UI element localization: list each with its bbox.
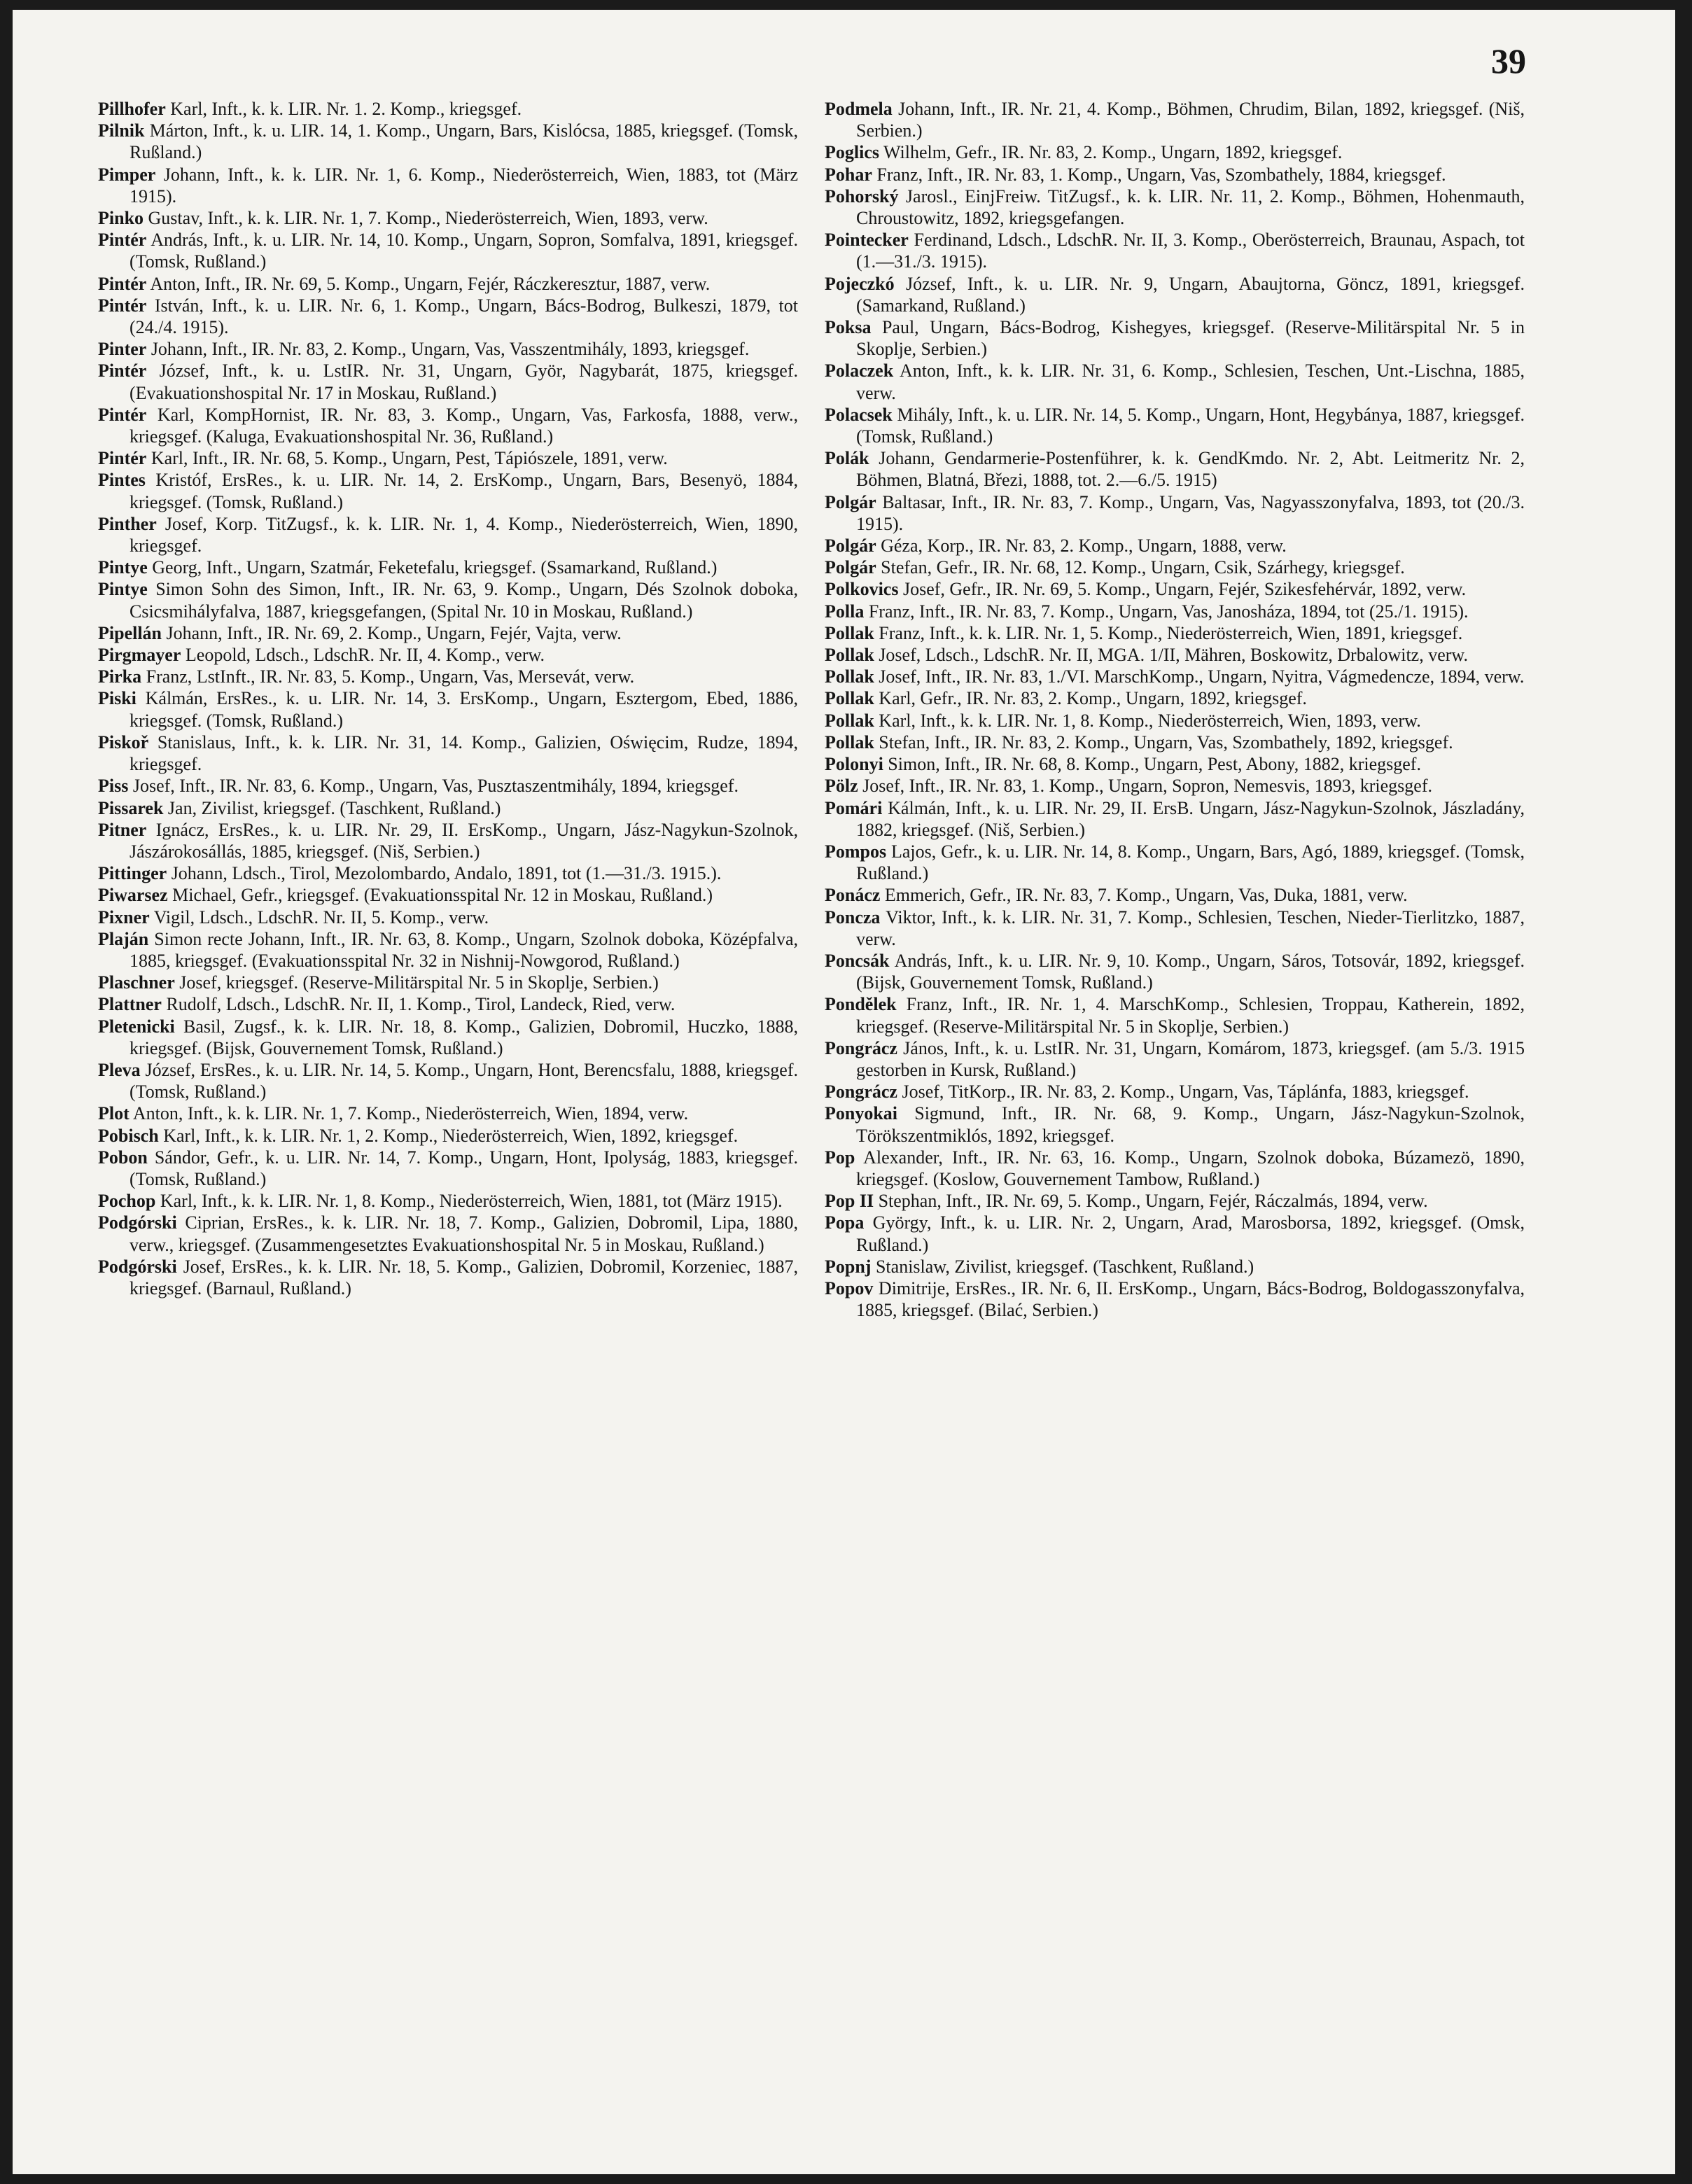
entry-details: Franz, Inft., IR. Nr. 1, 4. MarschKomp., Schlesien, Troppau, Katherein, 1892, kriegsgef. (Reserve-Militärspital Nr. 5 in Skoplje, Serbien.) <box>856 994 1525 1037</box>
entry-details: János, Inft., k. u. LstIR. Nr. 31, Ungarn, Komárom, 1873, kriegsgef. (am 5./3. 1915 gestorben in Kursk, Rußland.) <box>856 1037 1525 1080</box>
list-entry <box>98 1102 798 1124</box>
entry-details: Basil, Zugsf., k. k. LIR. Nr. 18, 8. Komp., Galizien, Dobromil, Huczko, 1888, kriegsgef. (Bijsk, Gouvernement Tomsk, Rußland.) <box>130 1016 798 1058</box>
entry-surname: Poncsák <box>825 950 890 971</box>
list-entry <box>825 164 1525 186</box>
list-entry <box>825 1212 1525 1255</box>
entry-surname: Piski <box>98 688 137 709</box>
list-entry <box>98 1059 798 1102</box>
list-entry <box>825 1190 1525 1212</box>
entry-details: Karl, Inft., k. k. LIR. Nr. 1. 2. Komp., kriegsgef. <box>170 99 522 119</box>
list-entry <box>825 797 1525 841</box>
entry-surname: Pintér <box>98 273 147 294</box>
entry-details: Josef, Inft., IR. Nr. 83, 6. Komp., Ungarn, Vas, Pusztaszentmihály, 1894, kriegsgef. <box>132 776 739 797</box>
entry-surname: Poksa <box>825 317 872 338</box>
list-entry <box>98 906 798 928</box>
entry-details: Anton, Inft., k. k. LIR. Nr. 31, 6. Komp., Schlesien, Teschen, Unt.-Lischna, 1885, verw. <box>856 360 1525 403</box>
list-entry <box>98 98 798 120</box>
entry-surname: Pipellán <box>98 622 162 643</box>
list-entry <box>98 644 798 666</box>
entry-surname: Pilnik <box>98 120 145 141</box>
entry-details: Karl, KompHornist, IR. Nr. 83, 3. Komp., Ungarn, Vas, Farkosfa, 1888, verw., kriegsgef. (Kaluga, Evakuationshospital Nr. 36, Rußland.) <box>130 404 798 447</box>
list-entry <box>98 229 798 272</box>
entry-details: Sándor, Gefr., k. u. LIR. Nr. 14, 7. Komp., Ungarn, Hont, Ipolyság, 1883, kriegsgef. (Tomsk, Rußland.) <box>130 1147 799 1189</box>
entry-surname: Polgár <box>825 536 876 556</box>
entry-details: Kristóf, ErsRes., k. u. LIR. Nr. 14, 2. ErsKomp., Ungarn, Bars, Besenyö, 1884, kriegsgef. (Tomsk, Rußland.) <box>130 470 799 512</box>
entry-surname: Pohar <box>825 164 872 185</box>
entry-surname: Pobisch <box>98 1125 159 1146</box>
entry-surname: Pintye <box>98 557 148 578</box>
entry-surname: Pillhofer <box>98 99 166 119</box>
entry-details: András, Inft., k. u. LIR. Nr. 14, 10. Komp., Ungarn, Sopron, Somfalva, 1891, kriegsgef. (Tomsk, Rußland.) <box>130 230 798 272</box>
entry-details: Johann, Inft., k. k. LIR. Nr. 1, 6. Komp., Niederösterreich, Wien, 1883, tot (März 1915). <box>130 164 799 206</box>
entry-details: Kálmán, Inft., k. u. LIR. Nr. 29, II. ErsB. Ungarn, Jász-Nagykun-Szolnok, Jászladány, 1882, kriegsgef. (Niš, Serbien.) <box>856 797 1525 840</box>
entry-surname: Pixner <box>98 906 150 927</box>
list-entry <box>825 710 1525 732</box>
entry-details: Johann, Inft., IR. Nr. 83, 2. Komp., Ungarn, Vas, Vasszentmihály, 1893, kriegsgef. <box>151 339 750 360</box>
entry-surname: Podmela <box>825 99 893 119</box>
list-entry <box>98 556 798 578</box>
list-entry <box>825 1037 1525 1081</box>
list-entry <box>825 622 1525 644</box>
entry-details: Emmerich, Gefr., IR. Nr. 83, 7. Komp., Ungarn, Vas, Duka, 1881, verw. <box>884 885 1408 906</box>
list-entry <box>98 1125 798 1147</box>
entry-details: Karl, Inft., k. k. LIR. Nr. 1, 2. Komp., Niederösterreich, Wien, 1892, kriegsgef. <box>163 1125 739 1146</box>
entry-details: Franz, Inft., k. k. LIR. Nr. 1, 5. Komp., Niederösterreich, Wien, 1891, kriegsgef. <box>879 622 1463 643</box>
list-entry <box>98 447 798 469</box>
entry-details: Kálmán, ErsRes., k. u. LIR. Nr. 14, 3. ErsKomp., Ungarn, Esztergom, Ebed, 1886, kriegsgef. (Tomsk, Rußland.) <box>130 688 799 731</box>
entry-surname: Pochop <box>98 1191 156 1212</box>
entry-details: Ignácz, ErsRes., k. u. LIR. Nr. 29, II. ErsKomp., Ungarn, Jász-Nagykun-Szolnok, Jászárokosállás, 1885, kriegsgef. (Niš, Serbien.) <box>130 819 798 862</box>
entry-surname: Pollak <box>825 666 874 687</box>
entry-surname: Pollak <box>825 710 874 731</box>
list-entry <box>825 447 1525 491</box>
book-page <box>13 10 1675 2174</box>
entry-details: Anton, Inft., IR. Nr. 69, 5. Komp., Ungarn, Fejér, Ráczkeresztur, 1887, verw. <box>150 273 711 294</box>
entry-details: Sigmund, Inft., IR. Nr. 68, 9. Komp., Ungarn, Jász-Nagykun-Szolnok, Törökszentmiklós, 1892, kriegsgef. <box>856 1103 1525 1146</box>
list-entry <box>825 556 1525 578</box>
entry-surname: Pompos <box>825 841 887 862</box>
list-entry <box>98 513 798 556</box>
list-entry <box>825 316 1525 360</box>
page-number: 39 <box>1491 41 1526 80</box>
entry-surname: Polák <box>825 448 869 469</box>
entry-surname: Pleva <box>98 1059 141 1080</box>
entry-details: Franz, Inft., IR. Nr. 83, 1. Komp., Ungarn, Vas, Szombathely, 1884, kriegsgef. <box>876 164 1446 185</box>
list-entry <box>98 120 798 163</box>
list-entry <box>825 578 1525 600</box>
entry-surname: Poglics <box>825 142 879 163</box>
entry-details: Johann, Inft., IR. Nr. 69, 2. Komp., Ungarn, Fejér, Vajta, verw. <box>166 622 622 643</box>
entry-details: Wilhelm, Gefr., IR. Nr. 83, 2. Komp., Ungarn, 1892, kriegsgef. <box>883 142 1343 163</box>
entry-surname: Plaschner <box>98 972 175 993</box>
list-entry <box>98 578 798 622</box>
entry-details: Franz, Inft., IR. Nr. 83, 7. Komp., Ungarn, Vas, Janosháza, 1894, tot (25./1. 1915). <box>868 601 1469 622</box>
entry-surname: Pitner <box>98 819 147 840</box>
left-column <box>98 98 798 1299</box>
entry-details: Ciprian, ErsRes., k. k. LIR. Nr. 18, 7. Komp., Galizien, Dobromil, Lipa, 1880, verw., kriegsgef. (Zusammengesetztes Evakuationshospital Nr. 5 in Moskau, Rußland.) <box>130 1212 798 1255</box>
entry-surname: Pohorský <box>825 186 899 206</box>
list-entry <box>825 884 1525 906</box>
entry-surname: Pollak <box>825 732 874 752</box>
list-entry <box>825 753 1525 775</box>
entry-surname: Pletenicki <box>98 1016 175 1037</box>
entry-surname: Ponyokai <box>825 1103 898 1124</box>
list-entry <box>825 1278 1525 1321</box>
entry-surname: Podgórski <box>98 1212 177 1233</box>
list-entry <box>825 601 1525 622</box>
entry-details: Karl, Inft., k. k. LIR. Nr. 1, 8. Komp., Niederösterreich, Wien, 1893, verw. <box>879 710 1421 731</box>
entry-details: Josef, Korp. TitZugsf., k. k. LIR. Nr. 1, 4. Komp., Niederösterreich, Wien, 1890, kriegsgef. <box>130 513 799 556</box>
list-entry <box>98 273 798 295</box>
entry-surname: Popnj <box>825 1256 872 1277</box>
entry-details: Paul, Ungarn, Bács-Bodrog, Kishegyes, kriegsgef. (Reserve-Militärspital Nr. 5 in Skoplje, Serbien.) <box>856 317 1525 360</box>
entry-details: Josef, Inft., IR. Nr. 83, 1./VI. MarschKomp., Ungarn, Nyitra, Vágmedencze, 1894, verw. <box>879 666 1525 687</box>
list-entry <box>98 775 798 797</box>
list-entry <box>825 993 1525 1037</box>
list-entry <box>98 972 798 993</box>
entry-surname: Pölz <box>825 776 858 797</box>
entry-details: Anton, Inft., k. k. LIR. Nr. 1, 7. Komp., Niederösterreich, Wien, 1894, verw. <box>132 1103 689 1124</box>
entry-surname: Pimper <box>98 164 156 185</box>
entry-surname: Pittinger <box>98 863 167 884</box>
entry-details: Stefan, Inft., IR. Nr. 83, 2. Komp., Ungarn, Vas, Szombathely, 1892, kriegsgef. <box>879 732 1453 752</box>
list-entry <box>98 1256 798 1299</box>
list-entry <box>825 404 1525 447</box>
list-entry <box>98 622 798 644</box>
entry-surname: Poncza <box>825 906 881 927</box>
list-entry <box>825 732 1525 753</box>
entry-surname: Piskoř <box>98 732 149 752</box>
entry-surname: Plaján <box>98 928 149 949</box>
entry-details: Stanislaw, Zivilist, kriegsgef. (Taschkent, Rußland.) <box>875 1256 1254 1277</box>
entry-surname: Pobon <box>98 1147 148 1168</box>
entry-surname: Pondělek <box>825 994 897 1015</box>
entry-surname: Pirka <box>98 666 142 687</box>
entry-details: Baltasar, Inft., IR. Nr. 83, 7. Komp., Ungarn, Vas, Nagyasszonyfalva, 1893, tot (20./3. 1915). <box>856 491 1525 534</box>
entry-details: Josef, ErsRes., k. k. LIR. Nr. 18, 5. Komp., Galizien, Dobromil, Korzeniec, 1887, kriegsgef. (Barnaul, Rußland.) <box>130 1256 799 1298</box>
entry-surname: Plot <box>98 1103 130 1124</box>
entry-details: Gustav, Inft., k. k. LIR. Nr. 1, 7. Komp., Niederösterreich, Wien, 1893, verw. <box>148 208 708 229</box>
list-entry <box>825 1102 1525 1146</box>
entry-details: Mihály, Inft., k. u. LIR. Nr. 14, 5. Komp., Ungarn, Hont, Hegybánya, 1887, kriegsgef. (Tomsk, Rußland.) <box>856 404 1525 447</box>
entry-details: Jan, Zivilist, kriegsgef. (Taschkent, Rußland.) <box>167 797 501 818</box>
entry-details: Dimitrije, ErsRes., IR. Nr. 6, II. ErsKomp., Ungarn, Bács-Bodrog, Boldogasszonyfalva, 1885, kriegsgef. (Bilać, Serbien.) <box>856 1278 1525 1321</box>
list-entry <box>98 687 798 731</box>
entry-surname: Pirgmayer <box>98 645 181 666</box>
list-entry <box>825 98 1525 141</box>
list-entry <box>98 360 798 403</box>
entry-details: Márton, Inft., k. u. LIR. 14, 1. Komp., Ungarn, Bars, Kislócsa, 1885, kriegsgef. (Tomsk, Rußland.) <box>130 120 798 163</box>
list-entry <box>98 819 798 862</box>
entry-surname: Piwarsez <box>98 885 168 906</box>
list-entry <box>98 797 798 819</box>
entry-details: Karl, Inft., IR. Nr. 68, 5. Komp., Ungarn, Pest, Tápiószele, 1891, verw. <box>151 448 668 469</box>
entry-surname: Ponácz <box>825 885 881 906</box>
list-entry <box>825 186 1525 229</box>
entry-details: Franz, LstInft., IR. Nr. 83, 5. Komp., Ungarn, Vas, Mersevát, verw. <box>146 666 635 687</box>
list-entry <box>825 906 1525 950</box>
entry-surname: Pongrácz <box>825 1037 897 1058</box>
list-entry <box>825 141 1525 163</box>
right-column <box>825 98 1525 1321</box>
entry-details: Johann, Ldsch., Tirol, Mezolombardo, Andalo, 1891, tot (1.—31./3. 1915.). <box>171 863 722 884</box>
entry-details: Stephan, Inft., IR. Nr. 69, 5. Komp., Ungarn, Fejér, Ráczalmás, 1894, verw. <box>878 1191 1428 1212</box>
entry-surname: Polkovics <box>825 579 899 600</box>
entry-details: Michael, Gefr., kriegsgef. (Evakuationsspital Nr. 12 in Moskau, Rußland.) <box>172 885 713 906</box>
list-entry <box>825 775 1525 797</box>
list-entry <box>98 1016 798 1059</box>
entry-details: Josef, Gefr., IR. Nr. 69, 5. Komp., Ungarn, Fejér, Szikesfehérvár, 1892, verw. <box>902 579 1467 600</box>
entry-surname: Pissarek <box>98 797 164 818</box>
list-entry <box>825 491 1525 535</box>
entry-details: Jarosl., EinjFreiw. TitZugsf., k. k. LIR. Nr. 11, 2. Komp., Böhmen, Hohenmauth, Chroustowitz, 1892, kriegsgefangen. <box>856 186 1525 229</box>
entry-surname: Pomári <box>825 797 883 818</box>
entry-details: Leopold, Ldsch., LdschR. Nr. II, 4. Komp., verw. <box>185 645 545 666</box>
entry-details: István, Inft., k. u. LIR. Nr. 6, 1. Komp., Ungarn, Bács-Bodrog, Bulkeszi, 1879, tot (24./4. 1915). <box>130 295 798 338</box>
entry-surname: Polonyi <box>825 754 883 775</box>
entry-surname: Polgár <box>825 491 876 512</box>
entry-surname: Pintye <box>98 579 148 600</box>
entry-surname: Pintér <box>98 295 147 316</box>
entry-details: Johann, Gendarmerie-Postenführer, k. k. GendKmdo. Nr. 2, Abt. Leitmeritz Nr. 2, Böhmen, Blatná, Březi, 1888, tot. 2.—6./5. 1915) <box>856 448 1525 491</box>
entry-details: Josef, TitKorp., IR. Nr. 83, 2. Komp., Ungarn, Vas, Táplánfa, 1883, kriegsgef. <box>902 1082 1469 1102</box>
list-entry <box>98 1212 798 1255</box>
list-entry <box>825 666 1525 687</box>
entry-surname: Pollak <box>825 645 874 666</box>
entry-details: Simon, Inft., IR. Nr. 68, 8. Komp., Ungarn, Pest, Abony, 1882, kriegsgef. <box>888 754 1421 775</box>
entry-surname: Pintér <box>98 230 147 251</box>
entry-details: György, Inft., k. u. LIR. Nr. 2, Ungarn, Arad, Marosborsa, 1892, kriegsgef. (Omsk, Rußland.) <box>856 1212 1525 1255</box>
entry-details: Simon Sohn des Simon, Inft., IR. Nr. 63, 9. Komp., Ungarn, Dés Szolnok doboka, Csicsmihályfalva, 1887, kriegsgefangen, (Spital Nr. 10 in Moskau, Rußland.) <box>130 579 798 622</box>
entry-details: Stanislaus, Inft., k. k. LIR. Nr. 31, 14. Komp., Galizien, Oświęcim, Rudze, 1894, kriegsgef. <box>130 732 799 775</box>
entry-surname: Pojeczkó <box>825 273 895 294</box>
list-entry <box>825 687 1525 709</box>
list-entry <box>98 469 798 512</box>
entry-details: József, Inft., k. u. LIR. Nr. 9, Ungarn, Abaujtorna, Göncz, 1891, kriegsgef. (Samarkand, Rußland.) <box>856 273 1525 316</box>
entry-surname: Pop II <box>825 1191 874 1212</box>
entry-surname: Polacsek <box>825 404 893 425</box>
entry-surname: Pinther <box>98 513 157 534</box>
entry-surname: Popov <box>825 1278 874 1298</box>
entry-surname: Pollak <box>825 688 874 709</box>
entry-surname: Popa <box>825 1212 865 1233</box>
entry-surname: Podgórski <box>98 1256 177 1277</box>
entry-details: Stefan, Gefr., IR. Nr. 68, 12. Komp., Ungarn, Csik, Szárhegy, kriegsgef. <box>881 557 1405 578</box>
list-entry <box>98 1147 798 1190</box>
list-entry <box>98 993 798 1015</box>
entry-surname: Polaczek <box>825 360 894 382</box>
list-entry <box>98 732 798 775</box>
entry-surname: Pintér <box>98 448 147 469</box>
entry-surname: Piss <box>98 776 129 797</box>
entry-details: Ferdinand, Ldsch., LdschR. Nr. II, 3. Komp., Oberösterreich, Braunau, Aspach, tot (1.—31./3. 1915). <box>856 230 1525 272</box>
entry-details: Rudolf, Ldsch., LdschR. Nr. II, 1. Komp., Tirol, Landeck, Ried, verw. <box>166 994 676 1015</box>
entry-surname: Pintér <box>98 404 147 425</box>
entry-details: Vigil, Ldsch., LdschR. Nr. II, 5. Komp., verw. <box>153 906 489 927</box>
entry-surname: Pintér <box>98 360 147 382</box>
list-entry <box>825 841 1525 884</box>
list-entry <box>98 295 798 338</box>
entry-details: Johann, Inft., IR. Nr. 21, 4. Komp., Böhmen, Chrudim, Bilan, 1892, kriegsgef. (Niš, Serbien.) <box>856 99 1525 141</box>
entry-details: József, ErsRes., k. u. LIR. Nr. 14, 5. Komp., Ungarn, Hont, Berencsfalu, 1888, kriegsgef. (Tomsk, Rußland.) <box>130 1059 799 1102</box>
entry-details: Josef, Inft., IR. Nr. 83, 1. Komp., Ungarn, Sopron, Nemesvis, 1893, kriegsgef. <box>862 776 1433 797</box>
list-entry <box>98 338 798 360</box>
list-entry <box>825 273 1525 316</box>
entry-details: József, Inft., k. u. LstIR. Nr. 31, Ungarn, Györ, Nagybarát, 1875, kriegsgef. (Evakuationshospital Nr. 17 in Moskau, Rußland.) <box>130 360 799 403</box>
entry-details: Georg, Inft., Ungarn, Szatmár, Feketefalu, kriegsgef. (Ssamarkand, Rußland.) <box>152 557 718 578</box>
entry-surname: Polgár <box>825 557 876 578</box>
entry-surname: Pintes <box>98 470 146 491</box>
list-entry <box>825 360 1525 403</box>
entry-details: Simon recte Johann, Inft., IR. Nr. 63, 8. Komp., Ungarn, Szolnok doboka, Középfalva, 1885, kriegsgef. (Evakuationsspital Nr. 32 in Nishnij-Nowgorod, Rußland.) <box>130 928 798 971</box>
list-entry <box>825 229 1525 272</box>
list-entry <box>825 950 1525 993</box>
entry-details: Karl, Inft., k. k. LIR. Nr. 1, 8. Komp., Niederösterreich, Wien, 1881, tot (März 1915). <box>160 1191 783 1212</box>
entry-surname: Pop <box>825 1147 855 1168</box>
entry-details: Alexander, Inft., IR. Nr. 63, 16. Komp., Ungarn, Szolnok doboka, Búzamezö, 1890, kriegsgef. (Koslow, Gouvernement Tambow, Rußland.) <box>856 1147 1525 1189</box>
entry-details: Géza, Korp., IR. Nr. 83, 2. Komp., Ungarn, 1888, verw. <box>881 536 1287 556</box>
list-entry <box>825 1256 1525 1278</box>
list-entry <box>98 666 798 687</box>
list-entry <box>98 884 798 906</box>
list-entry <box>98 207 798 229</box>
entry-details: Viktor, Inft., k. k. LIR. Nr. 31, 7. Komp., Schlesien, Teschen, Nieder-Tierlitzko, 1887, verw. <box>856 906 1525 949</box>
list-entry <box>98 404 798 447</box>
entry-details: András, Inft., k. u. LIR. Nr. 9, 10. Komp., Ungarn, Sáros, Totsovár, 1892, kriegsgef. (Bijsk, Gouvernement Tomsk, Rußland.) <box>856 950 1525 993</box>
list-entry <box>98 164 798 207</box>
entry-surname: Plattner <box>98 994 162 1015</box>
entry-details: Lajos, Gefr., k. u. LIR. Nr. 14, 8. Komp., Ungarn, Bars, Agó, 1889, kriegsgef. (Tomsk, Rußland.) <box>856 841 1525 884</box>
entry-surname: Pollak <box>825 622 874 643</box>
list-entry <box>825 535 1525 556</box>
entry-details: Josef, kriegsgef. (Reserve-Militärspital Nr. 5 in Skoplje, Serbien.) <box>179 972 659 993</box>
list-entry <box>825 1147 1525 1190</box>
list-entry <box>98 1190 798 1212</box>
entry-surname: Polla <box>825 601 865 622</box>
list-entry <box>825 1081 1525 1102</box>
list-entry <box>98 928 798 972</box>
entry-surname: Pongrácz <box>825 1082 897 1102</box>
list-entry <box>98 862 798 884</box>
entry-surname: Pinter <box>98 339 147 360</box>
entry-surname: Pinko <box>98 208 144 229</box>
entry-surname: Pointecker <box>825 230 909 251</box>
entry-details: Josef, Ldsch., LdschR. Nr. II, MGA. 1/II, Mähren, Boskowitz, Drbalowitz, verw. <box>879 645 1469 666</box>
entry-details: Karl, Gefr., IR. Nr. 83, 2. Komp., Ungarn, 1892, kriegsgef. <box>879 688 1307 709</box>
list-entry <box>825 644 1525 666</box>
